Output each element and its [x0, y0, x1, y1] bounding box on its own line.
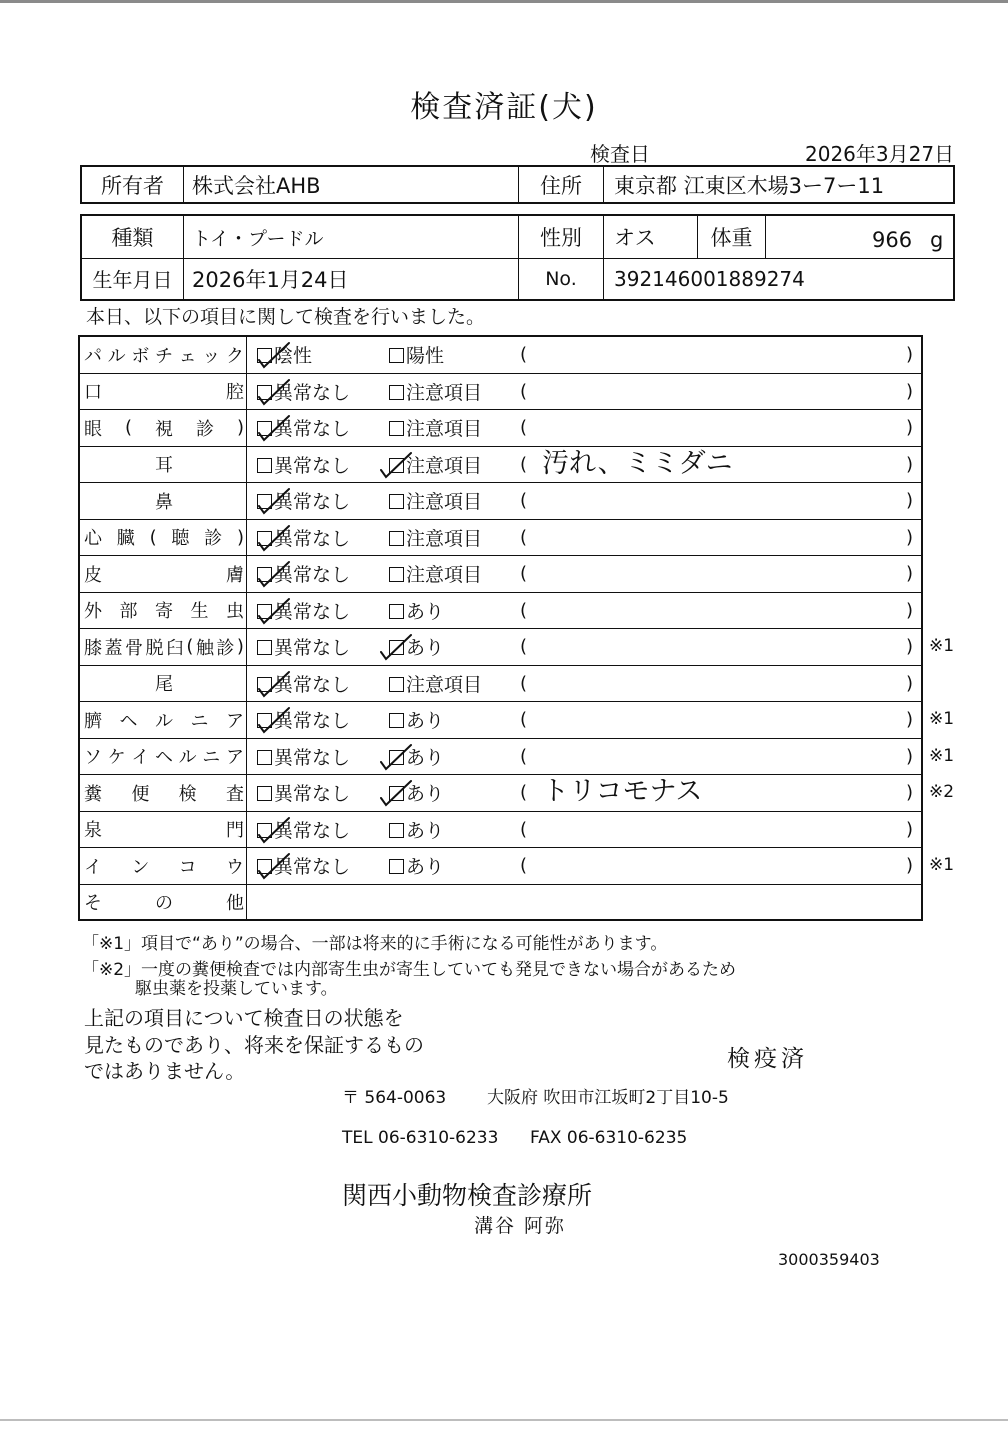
exam-item-label: 皮 膚: [84, 564, 244, 586]
option-label: 異常なし: [274, 856, 351, 879]
option-label: あり: [406, 637, 445, 660]
exam-item-label: 糞 便 検 査: [84, 783, 244, 805]
checkbox-icon[interactable]: [389, 348, 404, 363]
remark-close-paren: ): [906, 380, 914, 402]
option-abnormal[interactable]: [389, 812, 444, 848]
quarantine-stamp: 検疫済: [727, 1046, 808, 1072]
option-abnormal[interactable]: [389, 702, 444, 738]
option-abnormal[interactable]: [389, 374, 482, 410]
remark-open-paren: (: [520, 855, 528, 877]
exam-item-label: ソ ケ イ ヘ ル ニ ア: [84, 747, 244, 769]
clinic-tel: TEL 06-6310-6233: [342, 1128, 499, 1148]
exam-row: [80, 374, 921, 411]
option-abnormal[interactable]: [389, 666, 482, 702]
option-label: あり: [406, 746, 445, 769]
remark-close-paren: ): [906, 636, 914, 658]
scan-top-edge: [0, 0, 1008, 3]
option-label: 陰性: [274, 345, 313, 368]
exam-row: [80, 410, 921, 447]
remark-close-paren: ): [906, 782, 914, 804]
option-label: 注意項目: [406, 527, 483, 550]
exam-item-label: 臍 ヘ ル ニ ア: [84, 710, 244, 732]
checkbox-icon[interactable]: [389, 823, 404, 838]
checkbox-icon[interactable]: [257, 750, 272, 765]
option-label: 異常なし: [274, 491, 351, 514]
doctor-name: 溝谷 阿弥: [474, 1215, 567, 1237]
checkmark-icon: [256, 559, 292, 589]
checkmark-icon: [378, 778, 414, 808]
remark-close-paren: ): [906, 745, 914, 767]
weight-unit: g: [930, 228, 944, 252]
option-label: 異常なし: [274, 673, 351, 696]
footnote-mark: ※1: [929, 636, 955, 656]
remark-open-paren: (: [520, 344, 528, 366]
option-label: あり: [406, 600, 445, 623]
remark-open-paren: (: [520, 818, 528, 840]
option-normal[interactable]: [257, 739, 350, 775]
exam-row: [80, 885, 921, 920]
address-value: 東京都 江東区木場3ー7ー11: [614, 173, 885, 198]
option-label: 異常なし: [274, 527, 351, 550]
exam-row: [80, 447, 921, 484]
checkmark-icon: [256, 596, 292, 626]
note-2-line-1: 「※2」一度の糞便検査では内部寄生虫が寄生していても発見できない場合があるため: [82, 960, 737, 980]
animal-table: [80, 214, 955, 301]
option-label: 注意項目: [406, 673, 483, 696]
exam-row: [80, 812, 921, 849]
exam-item-label: パ ル ボ チ ェ ッ ク: [84, 345, 244, 367]
checkmark-icon: [256, 705, 292, 735]
exam-date-value: 2026年3月27日: [805, 142, 955, 166]
checkbox-icon[interactable]: [389, 567, 404, 582]
remark-open-paren: (: [520, 599, 528, 621]
weight-label: 体重: [698, 216, 766, 258]
note-2-line-2: 駆虫薬を投薬しています。: [135, 979, 338, 999]
exam-row: [80, 848, 921, 885]
exam-row: [80, 483, 921, 520]
option-label: 注意項目: [406, 564, 483, 587]
remark-open-paren: (: [520, 636, 528, 658]
clinic-postal: 〒 564-0063: [342, 1088, 447, 1108]
birth-label: 生年月日: [82, 258, 184, 299]
clinic-address: 大阪府 吹田市江坂町2丁目10-5: [487, 1088, 729, 1108]
option-label: 異常なし: [274, 600, 351, 623]
remark-open-paren: (: [520, 709, 528, 731]
remark-close-paren: ): [906, 344, 914, 366]
option-abnormal[interactable]: [389, 337, 444, 373]
exam-item-label: 口 腔: [84, 382, 244, 404]
remark-close-paren: ): [906, 417, 914, 439]
exam-row: [80, 629, 921, 666]
checkbox-icon[interactable]: [389, 859, 404, 874]
option-label: 注意項目: [406, 418, 483, 441]
option-label: 陽性: [406, 345, 445, 368]
checkbox-icon[interactable]: [257, 458, 272, 473]
exam-item-label: 耳: [155, 455, 173, 477]
exam-row: [80, 702, 921, 739]
disclaimer-line-3: ではありません。: [84, 1059, 246, 1083]
sex-value: オス: [604, 216, 698, 258]
option-label: 異常なし: [274, 819, 351, 842]
number-value: 392146001889274: [614, 266, 805, 291]
option-normal[interactable]: [257, 629, 350, 665]
checkbox-icon[interactable]: [389, 604, 404, 619]
owner-table: [80, 165, 955, 204]
option-normal[interactable]: [257, 447, 350, 483]
remark-open-paren: (: [520, 380, 528, 402]
exam-item-label: そ の 他: [84, 892, 244, 914]
exam-row: [80, 556, 921, 593]
checkbox-icon[interactable]: [389, 494, 404, 509]
option-label: 異常なし: [274, 418, 351, 441]
checkmark-icon: [256, 340, 292, 370]
checkmark-icon: [256, 815, 292, 845]
remark-open-paren: (: [520, 782, 528, 804]
note-1: 「※1」項目で“あり”の場合、一部は将来的に手術になる可能性があります。: [82, 934, 668, 954]
disclaimer-line-1: 上記の項目について検査日の状態を: [84, 1006, 404, 1030]
breed-value: トイ・プードル: [184, 216, 519, 258]
option-label: 注意項目: [406, 381, 483, 404]
checkbox-icon[interactable]: [257, 786, 272, 801]
exam-item-label: 鼻: [155, 491, 173, 513]
exam-row: [80, 739, 921, 776]
clinic-name: 関西小動物検査診療所: [342, 1181, 593, 1210]
option-label: 異常なし: [274, 637, 351, 660]
remark-open-paren: (: [520, 672, 528, 694]
option-label: あり: [406, 819, 445, 842]
remark-close-paren: ): [906, 818, 914, 840]
option-abnormal[interactable]: [389, 848, 444, 884]
option-label: あり: [406, 710, 445, 733]
clinic-fax: FAX 06-6310-6235: [530, 1128, 688, 1148]
handwritten-remark: トリコモナス: [542, 776, 703, 808]
remark-open-paren: (: [520, 526, 528, 548]
weight-value: 966: [872, 228, 913, 252]
option-abnormal[interactable]: [389, 520, 482, 556]
sex-label: 性別: [519, 216, 604, 258]
remark-close-paren: ): [906, 599, 914, 621]
remark-close-paren: ): [906, 526, 914, 548]
option-label: 異常なし: [274, 454, 351, 477]
exam-date-label: 検査日: [590, 142, 650, 166]
remark-open-paren: (: [520, 490, 528, 512]
address-label: 住所: [519, 167, 604, 202]
checkbox-icon[interactable]: [389, 531, 404, 546]
remark-close-paren: ): [906, 490, 914, 512]
remark-open-paren: (: [520, 745, 528, 767]
checkmark-icon: [256, 851, 292, 881]
option-normal[interactable]: [257, 775, 350, 811]
footnote-mark: ※1: [929, 745, 955, 766]
intro-text: 本日、以下の項目に関して検査を行いました。: [86, 306, 486, 328]
remark-open-paren: (: [520, 453, 528, 475]
handwritten-remark: 汚れ、ミミダニ: [542, 447, 733, 479]
option-label: あり: [406, 783, 445, 806]
checkbox-icon[interactable]: [389, 421, 404, 436]
exam-row: [80, 593, 921, 630]
exam-item-label: 泉 門: [84, 820, 244, 842]
option-label: 注意項目: [406, 491, 483, 514]
option-abnormal[interactable]: [389, 556, 482, 592]
exam-grid: [78, 335, 923, 921]
exam-row: [80, 775, 921, 812]
checkbox-icon[interactable]: [389, 677, 404, 692]
remark-close-paren: ): [906, 709, 914, 731]
footnote-mark: ※2: [929, 782, 955, 802]
number-label: No.: [519, 258, 604, 299]
disclaimer-line-2: 見たものであり、将来を保証するもの: [84, 1033, 424, 1057]
breed-label: 種類: [82, 216, 184, 258]
option-label: 異常なし: [274, 381, 351, 404]
checkbox-icon[interactable]: [257, 640, 272, 655]
option-abnormal[interactable]: [389, 483, 482, 519]
birth-value: 2026年1月24日: [184, 258, 519, 299]
exam-item-label: 眼 ( 視 診 ): [84, 417, 244, 440]
checkmark-icon: [256, 413, 292, 443]
owner-value: 株式会社AHB: [184, 167, 519, 202]
remark-open-paren: (: [520, 563, 528, 585]
exam-item-label: 膝 蓋 骨 脱 臼 ( 触 診 ): [84, 636, 244, 659]
checkbox-icon[interactable]: [389, 713, 404, 728]
option-label: 注意項目: [406, 454, 483, 477]
checkmark-icon: [256, 523, 292, 553]
option-label: 異常なし: [274, 746, 351, 769]
owner-label: 所有者: [82, 167, 184, 202]
checkmark-icon: [378, 742, 414, 772]
option-abnormal[interactable]: [389, 410, 482, 446]
document-title: 検査済証(犬): [410, 90, 598, 125]
exam-row: [80, 666, 921, 703]
exam-item-label: 尾: [155, 674, 173, 696]
remark-close-paren: ): [906, 855, 914, 877]
option-label: 異常なし: [274, 564, 351, 587]
scan-bottom-edge: [0, 1419, 1008, 1421]
option-label: 異常なし: [274, 710, 351, 733]
remark-open-paren: (: [520, 417, 528, 439]
checkmark-icon: [378, 450, 414, 480]
remark-close-paren: ): [906, 453, 914, 475]
remark-close-paren: ): [906, 672, 914, 694]
exam-item-label: 外 部 寄 生 虫: [84, 601, 244, 623]
exam-row: [80, 520, 921, 557]
checkmark-icon: [256, 377, 292, 407]
footnote-mark: ※1: [929, 709, 955, 729]
footnote-mark: ※1: [929, 855, 955, 875]
option-abnormal[interactable]: [389, 593, 444, 629]
option-label: 異常なし: [274, 783, 351, 806]
checkmark-icon: [256, 669, 292, 699]
exam-row: [80, 337, 921, 374]
checkmark-icon: [378, 632, 414, 662]
option-label: あり: [406, 856, 445, 879]
checkmark-icon: [256, 486, 292, 516]
checkbox-icon[interactable]: [389, 385, 404, 400]
remark-close-paren: ): [906, 563, 914, 585]
serial-number: 3000359403: [778, 1250, 880, 1269]
exam-item-label: 心 臓 ( 聴 診 ): [84, 526, 244, 550]
exam-item-label: イ ン コ ウ: [84, 856, 244, 878]
